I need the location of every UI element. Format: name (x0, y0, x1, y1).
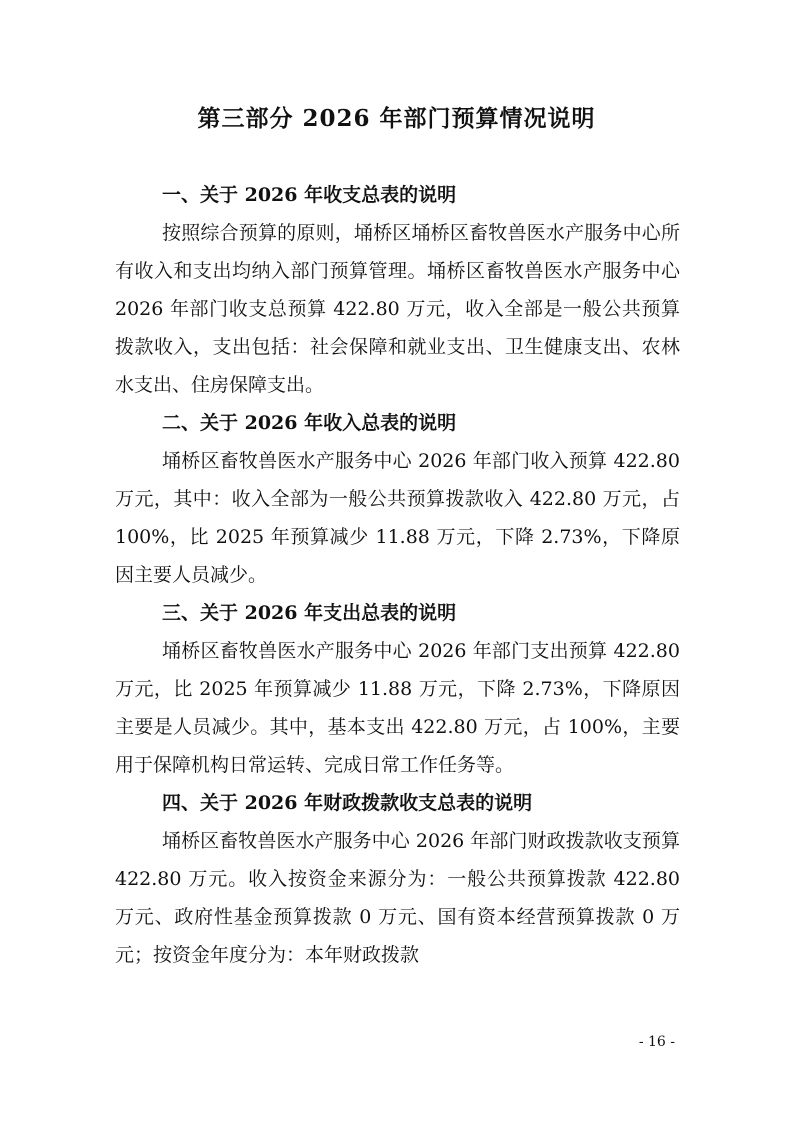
section-paragraph: 埇桥区畜牧兽医水产服务中心 2026 年部门财政拨款收支预算 422.80 万元。收入按资金来源分为：一般公共预算拨款 422.80 万元、政府性基金预算拨款 0 万元、国有资本经营预算拨款 0 万元；按资金年度分为：本年财政拨款 (115, 830, 680, 966)
section-income-expense-summary (115, 176, 680, 404)
section-expense-summary (115, 594, 680, 784)
section-fiscal-appropriation-summary (115, 784, 680, 974)
page-title: 第三部分 2026 年部门预算情况说明 (197, 105, 596, 132)
section-paragraph: 埇桥区畜牧兽医水产服务中心 2026 年部门支出预算 422.80 万元，比 2025 年预算减少 11.88 万元，下降 2.73%，下降原因主要是人员减少。其中，基本支出 422.80 万元，占 100%，主要用于保障机构日常运转、完成日常工作任务等。 (115, 640, 680, 776)
section-paragraph: 埇桥区畜牧兽医水产服务中心 2026 年部门收入预算 422.80 万元，其中：收入全部为一般公共预算拨款收入 422.80 万元，占 100%，比 2025 年预算减少 11.88 万元，下降 2.73%，下降原因主要人员减少。 (115, 450, 680, 586)
section-paragraph: 按照综合预算的原则，埇桥区埇桥区畜牧兽医水产服务中心所有收入和支出均纳入部门预算管理。埇桥区畜牧兽医水产服务中心 2026 年部门收支总预算 422.80 万元，收入全部是一般公共预算拨款收入，支出包括：社会保障和就业支出、卫生健康支出、农林水支出、住房保障支出。 (115, 222, 680, 396)
section-income-summary (115, 404, 680, 594)
section-heading: 二、关于 2026 年收入总表的说明 (162, 412, 457, 434)
document-body (115, 176, 680, 974)
section-heading: 四、关于 2026 年财政拨款收支总表的说明 (162, 792, 533, 814)
section-heading: 一、关于 2026 年收支总表的说明 (162, 184, 457, 206)
page-number: - 16 - (638, 1034, 675, 1050)
section-heading: 三、关于 2026 年支出总表的说明 (162, 602, 457, 624)
